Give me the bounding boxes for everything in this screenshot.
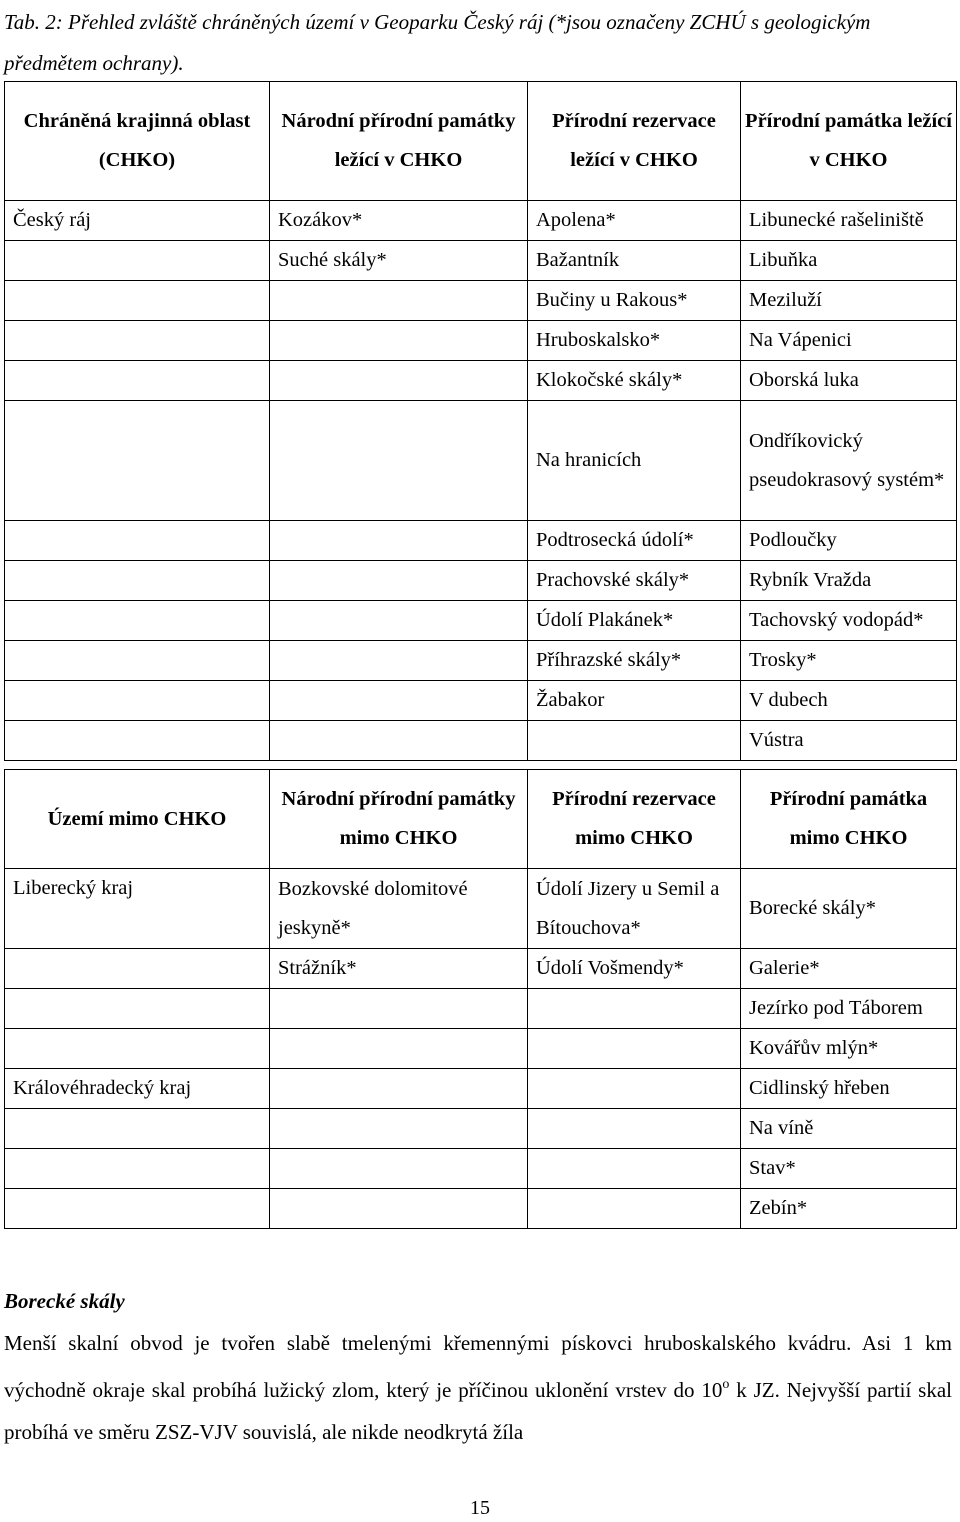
pp-cell: Vústra (741, 721, 957, 761)
pr-cell: Příhrazské skály* (528, 641, 741, 681)
pr-cell: Na hranicích (528, 401, 741, 521)
region-empty-cell (5, 1189, 270, 1229)
pr-cell: Žabakor (528, 681, 741, 721)
area-empty-cell (5, 561, 270, 601)
area-empty-cell (5, 321, 270, 361)
header-chko: Chráněná krajinná oblast (CHKO) (5, 82, 270, 201)
npp-empty-cell (270, 681, 528, 721)
area-empty-cell (5, 241, 270, 281)
pr-cell: Bučiny u Rakous* (528, 281, 741, 321)
table-caption: Tab. 2: Přehled zvláště chráněných území v Geoparku Český ráj (*jsou označeny ZCHÚ s geologickým předmětem ochrany). (4, 10, 871, 75)
npp-empty-cell (270, 601, 528, 641)
region-empty-cell (5, 1149, 270, 1189)
paragraph-text-part2: k JZ. Nejvyšší partií skal probíhá ve směru ZSZ-VJV souvislá, ale nikde neodkrytá žíla (4, 1378, 952, 1444)
pr-cell: Apolena* (528, 201, 741, 241)
area-empty-cell (5, 641, 270, 681)
header-pr-outside: Přírodní rezervace mimo CHKO (528, 770, 741, 869)
npp-empty-cell (270, 561, 528, 601)
header-npp-outside: Národní přírodní památky mimo CHKO (270, 770, 528, 869)
pr-empty-cell (528, 1189, 741, 1229)
area-empty-cell (5, 401, 270, 521)
region-empty-cell (5, 989, 270, 1029)
pr-empty-cell (528, 721, 741, 761)
pr-empty-cell (528, 989, 741, 1029)
pp-cell: Kovářův mlýn* (741, 1029, 957, 1069)
page-number: 15 (470, 1497, 490, 1519)
pr-cell: Hruboskalsko* (528, 321, 741, 361)
header-outside-chko: Území mimo CHKO (5, 770, 270, 869)
header-pr-in-chko: Přírodní rezervace ležící v CHKO (528, 82, 741, 201)
pp-cell: V dubech (741, 681, 957, 721)
npp-cell: Strážník* (270, 949, 528, 989)
area-empty-cell (5, 721, 270, 761)
header-pp-in-chko: Přírodní památka ležící v CHKO (741, 82, 957, 201)
region-empty-cell (5, 949, 270, 989)
pr-cell: Údolí Plakánek* (528, 601, 741, 641)
area-empty-cell (5, 281, 270, 321)
pr-empty-cell (528, 1149, 741, 1189)
pr-empty-cell (528, 1109, 741, 1149)
pp-cell: Libunecké rašeliniště (741, 201, 957, 241)
pr-cell: Údolí Jizery u Semil a Bítouchova* (528, 869, 741, 949)
pp-cell: Podloučky (741, 521, 957, 561)
region-liberec: Liberecký kraj (5, 869, 270, 949)
paragraph-text-part1: Menší skalní obvod je tvořen slabě tmelenými křemennými pískovci hruboskalského kvádru. Asi 1 km východně okraje skal probíhá lužický zlom, který je příčinou uklonění vrstev do 10 (4, 1331, 952, 1402)
pr-cell: Prachovské skály* (528, 561, 741, 601)
pr-cell: Údolí Vošmendy* (528, 949, 741, 989)
npp-empty-cell (270, 361, 528, 401)
pp-cell: Ondříkovický pseudokrasový systém* (741, 401, 957, 521)
npp-empty-cell (270, 1189, 528, 1229)
pr-empty-cell (528, 1069, 741, 1109)
area-empty-cell (5, 681, 270, 721)
npp-empty-cell (270, 1109, 528, 1149)
area-empty-cell (5, 601, 270, 641)
npp-cell: Kozákov* (270, 201, 528, 241)
pr-empty-cell (528, 1029, 741, 1069)
pp-cell: Stav* (741, 1149, 957, 1189)
npp-empty-cell (270, 989, 528, 1029)
pp-cell: Na víně (741, 1109, 957, 1149)
npp-empty-cell (270, 1029, 528, 1069)
pp-cell: Jezírko pod Táborem (741, 989, 957, 1029)
npp-empty-cell (270, 721, 528, 761)
pr-cell: Bažantník (528, 241, 741, 281)
pp-cell: Tachovský vodopád* (741, 601, 957, 641)
pp-cell: Zebín* (741, 1189, 957, 1229)
pr-cell: Klokočské skály* (528, 361, 741, 401)
pp-cell: Borecké skály* (741, 869, 957, 949)
npp-empty-cell (270, 321, 528, 361)
npp-cell: Suché skály* (270, 241, 528, 281)
region-empty-cell (5, 1029, 270, 1069)
pp-cell: Trosky* (741, 641, 957, 681)
npp-empty-cell (270, 1069, 528, 1109)
pp-cell: Libuňka (741, 241, 957, 281)
area-empty-cell (5, 521, 270, 561)
pp-cell: Galerie* (741, 949, 957, 989)
npp-empty-cell (270, 1149, 528, 1189)
npp-empty-cell (270, 281, 528, 321)
pp-cell: Cidlinský hřeben (741, 1069, 957, 1109)
pr-cell: Podtrosecká údolí* (528, 521, 741, 561)
npp-cell: Bozkovské dolomitové jeskyně* (270, 869, 528, 949)
degree-superscript: o (722, 1377, 730, 1392)
npp-empty-cell (270, 401, 528, 521)
area-name: Český ráj (5, 201, 270, 241)
pp-cell: Rybník Vražda (741, 561, 957, 601)
pp-cell: Meziluží (741, 281, 957, 321)
table-protected-areas-outside-chko (4, 769, 956, 1229)
section-paragraph (4, 1322, 952, 1453)
table-protected-areas-in-chko (4, 81, 956, 761)
region-empty-cell (5, 1109, 270, 1149)
header-npp-in-chko: Národní přírodní památky ležící v CHKO (270, 82, 528, 201)
npp-empty-cell (270, 521, 528, 561)
section-title: Borecké skály (4, 1289, 125, 1313)
region-hradec: Královéhradecký kraj (5, 1069, 270, 1109)
npp-empty-cell (270, 641, 528, 681)
area-empty-cell (5, 361, 270, 401)
header-pp-outside: Přírodní památka mimo CHKO (741, 770, 957, 869)
pp-cell: Oborská luka (741, 361, 957, 401)
pp-cell: Na Vápenici (741, 321, 957, 361)
